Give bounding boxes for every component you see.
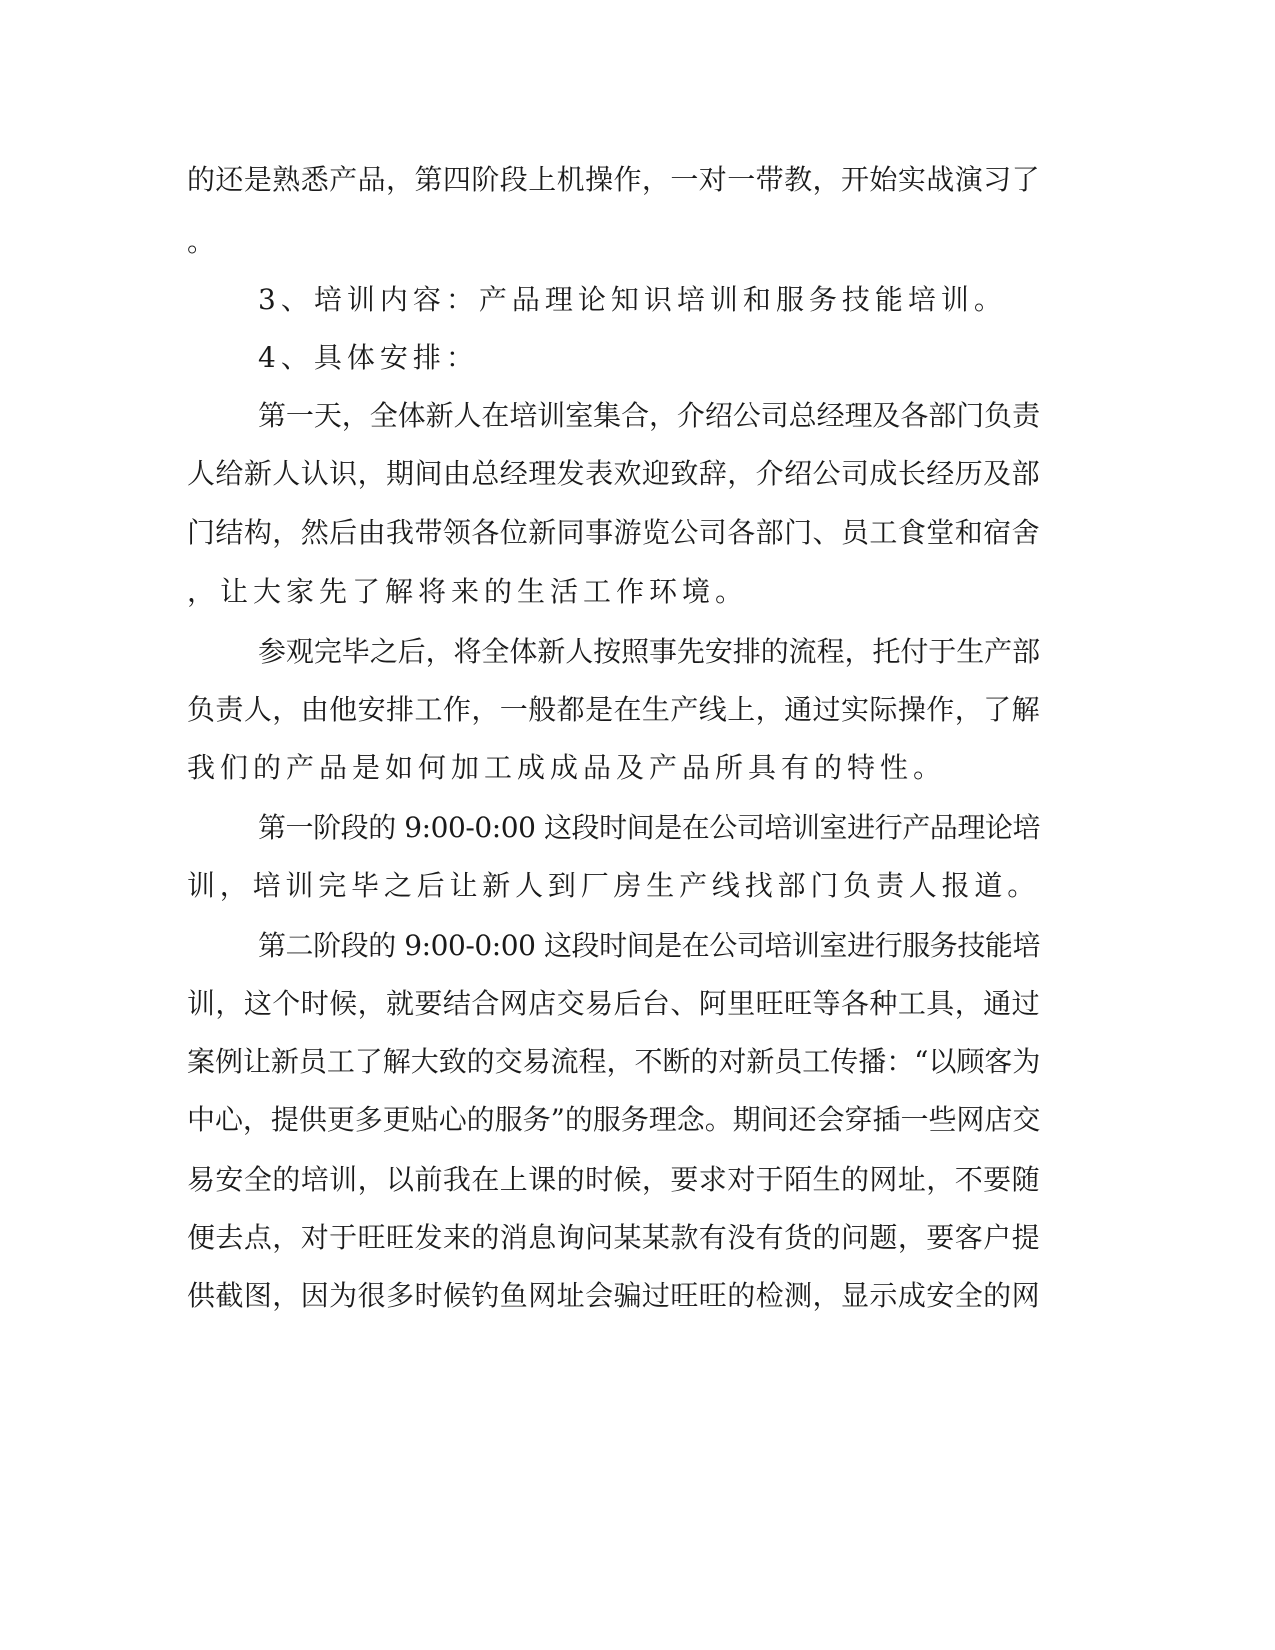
text-line: 4、具体安排： — [258, 341, 479, 374]
text-line: 第一阶段的 9:00-0:00 这段时间是在公司培训室进行产品理论培 — [258, 811, 1041, 844]
text-line: 我们的产品是如何加工成成品及产品所具有的特性。 — [187, 751, 947, 784]
text-line: 训，这个时候，就要结合网店交易后台、阿里旺旺等各种工具，通过 — [187, 987, 1041, 1020]
text-line: 参观完毕之后，将全体新人按照事先安排的流程，托付于生产部 — [258, 635, 1041, 668]
text-line: 训，培训完毕之后让新人到厂房生产线找部门负责人报道。 — [187, 869, 1041, 902]
text-line: 案例让新员工了解大致的交易流程，不断的对新员工传播：“以顾客为 — [187, 1045, 1041, 1078]
text-line: 便去点，对于旺旺发来的消息询问某某款有没有货的问题，要客户提 — [187, 1221, 1041, 1254]
text-line: 负责人，由他安排工作，一般都是在生产线上，通过实际操作，了解 — [187, 693, 1041, 726]
text-line: 的还是熟悉产品，第四阶段上机操作，一对一带教，开始实战演习了 — [187, 163, 1041, 196]
text-line: 第二阶段的 9:00-0:00 这段时间是在公司培训室进行服务技能培 — [258, 929, 1041, 962]
text-line: ，让大家先了解将来的生活工作环境。 — [187, 575, 749, 608]
text-line: 易安全的培训，以前我在上课的时候，要求对于陌生的网址，不要随 — [187, 1163, 1041, 1196]
text-line: 3、培训内容：产品理论知识培训和服务技能培训。 — [258, 283, 1007, 316]
text-line: 人给新人认识，期间由总经理发表欢迎致辞，介绍公司成长经历及部 — [187, 457, 1041, 490]
text-line: 中心，提供更多更贴心的服务”的服务理念。期间还会穿插一些网店交 — [187, 1103, 1041, 1136]
text-line: 供截图，因为很多时候钓鱼网址会骗过旺旺的检测，显示成安全的网 — [187, 1279, 1041, 1312]
text-line: 第一天，全体新人在培训室集合，介绍公司总经理及各部门负责 — [258, 399, 1041, 432]
text-line: 门结构，然后由我带领各位新同事游览公司各部门、员工食堂和宿舍 — [187, 516, 1041, 549]
text-line: 。 — [187, 225, 216, 258]
